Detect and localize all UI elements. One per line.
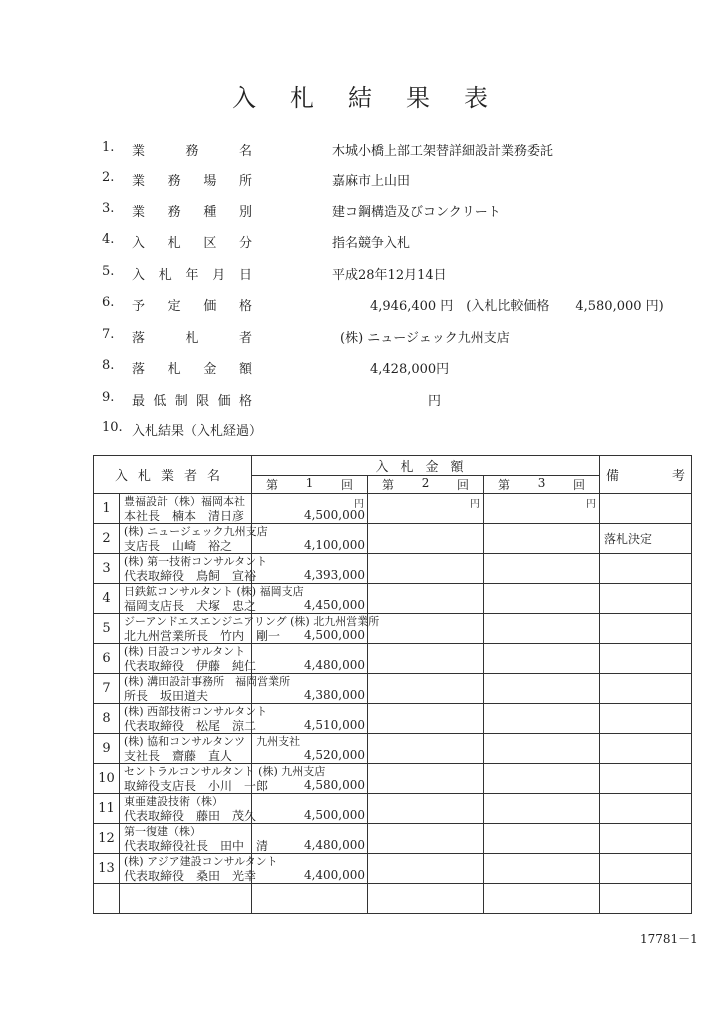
round-3-amount [484, 734, 600, 764]
bidder-representative: 支店長 山崎 裕之 [124, 538, 233, 553]
table-row [94, 734, 692, 764]
detail-label: 落 札 金 額 [132, 362, 252, 377]
bidder-name [120, 554, 268, 584]
bidder-name [120, 734, 301, 764]
round-1-amount [252, 824, 368, 854]
detail-item [0, 327, 720, 347]
bidder-name [120, 524, 268, 554]
round-2-amount [368, 614, 484, 644]
bidder-company: セントラルコンサルタント (株) 九州支店 [124, 764, 326, 778]
row-note [600, 734, 692, 764]
detail-value: 4,428,000円 [370, 362, 450, 377]
bidder-representative: 北九州営業所長 竹内 剛一 [124, 628, 281, 643]
round-2-amount [368, 524, 484, 554]
bidder-company: (株) ニュージェック九州支店 [124, 524, 268, 538]
bid-amount: 4,393,000 [303, 568, 366, 582]
round-2-amount [368, 854, 484, 884]
round-1-amount [252, 614, 368, 644]
round-2-amount [368, 674, 484, 704]
detail-number: 7. [102, 327, 115, 342]
bidder-company: (株) 第一技術コンサルタント [124, 554, 268, 568]
row-note [600, 764, 692, 794]
bidder-company: (株) 協和コンサルタンツ 九州支社 [124, 734, 301, 748]
detail-label: 予 定 価 格 [132, 299, 252, 314]
row-number: 13 [94, 854, 120, 884]
table-row [94, 614, 692, 644]
round-2-amount [368, 764, 484, 794]
row-note [600, 854, 692, 884]
header-bidder: 入札業者名 [94, 456, 252, 494]
bidder-company: 豊福設計（株）福岡本社 [124, 494, 245, 508]
row-note [600, 614, 692, 644]
round-3-amount [484, 674, 600, 704]
round-3-amount [484, 824, 600, 854]
round-1-amount [252, 854, 368, 884]
detail-label: 業 務 名 [132, 144, 252, 159]
table-row [94, 494, 692, 524]
bidder-representative: 代表取締役 鳥飼 宣裕 [124, 568, 257, 583]
detail-item [0, 232, 720, 252]
row-note [600, 704, 692, 734]
detail-label: 入 札 区 分 [132, 236, 252, 251]
row-note [600, 674, 692, 704]
detail-number: 2. [102, 170, 115, 185]
page-number: 17781－1 [640, 932, 698, 946]
bid-amount: 4,480,000 [303, 658, 366, 672]
bidder-company: (株) 溝田設計事務所 福岡営業所 [124, 674, 291, 688]
detail-label: 落 札 者 [132, 331, 252, 346]
detail-number: 4. [102, 232, 115, 247]
detail-value: 指名競争入札 [332, 236, 411, 251]
detail-number: 3. [102, 201, 115, 216]
round-1-amount [252, 644, 368, 674]
round-3-amount [484, 554, 600, 584]
header-amount: 入札金額 [252, 456, 600, 476]
bid-amount: 4,500,000 [303, 808, 366, 822]
bid-amount: 4,510,000 [303, 718, 366, 732]
row-note [600, 824, 692, 854]
bid-amount: 4,520,000 [303, 748, 366, 762]
yen-unit: 円 [354, 499, 365, 510]
round-3-amount [484, 854, 600, 884]
row-number: 3 [94, 554, 120, 584]
detail-number: 9. [102, 390, 115, 405]
round-2-amount [368, 704, 484, 734]
detail-value: 平成28年12月14日 [332, 268, 447, 283]
detail-number: 6. [102, 295, 115, 310]
bidder-company: 日鉄鉱コンサルタント (株) 福岡支店 [124, 584, 304, 598]
bidder-representative: 代表取締役 伊藤 純仁 [124, 658, 257, 673]
round-1-amount [252, 554, 368, 584]
bidder-representative: 所長 坂田道夫 [124, 688, 209, 703]
round-1-amount [252, 794, 368, 824]
detail-number: 10. [102, 420, 123, 435]
bidder-name [120, 644, 257, 674]
table-row [94, 704, 692, 734]
detail-value: 建コ鋼構造及びコンクリート [332, 205, 501, 220]
detail-number: 8. [102, 358, 115, 373]
bid-amount: 4,450,000 [303, 598, 366, 612]
bidder-company: 第一復建（株） [124, 824, 201, 838]
round-3-amount [484, 644, 600, 674]
detail-value: 4,946,400 円 (入札比較価格 4,580,000 円) [370, 299, 664, 314]
round-2-amount [368, 644, 484, 674]
empty-cell [252, 884, 368, 914]
bidder-representative: 代表取締役 桑田 光幸 [124, 868, 257, 883]
row-number: 7 [94, 674, 120, 704]
bidder-representative: 福岡支店長 犬塚 忠之 [124, 598, 257, 613]
round-3-amount [484, 764, 600, 794]
bidder-representative: 取締役支店長 小川 一郎 [124, 778, 269, 793]
detail-item [0, 140, 720, 160]
bidder-name [120, 584, 304, 614]
bidder-name [120, 704, 268, 734]
bidder-company: 東亜建設技術（株） [124, 794, 223, 808]
row-note [600, 554, 692, 584]
row-number: 5 [94, 614, 120, 644]
bid-amount: 4,500,000 [303, 628, 366, 642]
round-3-amount [484, 704, 600, 734]
table-row [94, 674, 692, 704]
round-1-amount [252, 674, 368, 704]
table-row [94, 764, 692, 794]
bidder-representative: 支社長 齋藤 直人 [124, 748, 233, 763]
yen-unit: 円 [470, 499, 481, 510]
bidder-representative: 代表取締役 松尾 涼二 [124, 718, 257, 733]
bid-amount: 4,500,000 [303, 508, 366, 522]
detail-number: 5. [102, 264, 115, 279]
round-3-amount [484, 584, 600, 614]
bidder-representative: 代表取締役 藤田 茂久 [124, 808, 257, 823]
row-note [600, 494, 692, 524]
detail-value: 木城小橋上部工架替詳細設計業務委託 [332, 144, 554, 159]
detail-item [0, 264, 720, 284]
detail-item [0, 170, 720, 190]
bidder-representative: 代表取締役社長 田中 清 [124, 838, 269, 853]
bidder-name [120, 854, 278, 884]
header-round-1: 第 1 回 [252, 476, 368, 494]
detail-value: 円 [428, 394, 442, 409]
bid-amount: 4,100,000 [303, 538, 366, 552]
round-3-amount [484, 614, 600, 644]
row-number: 9 [94, 734, 120, 764]
empty-cell [94, 884, 120, 914]
detail-label: 業 務 種 別 [132, 205, 252, 220]
round-3-amount [484, 794, 600, 824]
page-title: 入札結果表 [232, 84, 522, 112]
row-number: 12 [94, 824, 120, 854]
table-row [94, 794, 692, 824]
round-2-amount [368, 494, 484, 524]
round-2-amount [368, 734, 484, 764]
bidder-name [120, 764, 326, 794]
round-1-amount [252, 524, 368, 554]
detail-item [0, 295, 720, 315]
yen-unit: 円 [586, 499, 597, 510]
table-row [94, 554, 692, 584]
round-3-amount [484, 524, 600, 554]
bidder-company: ジーアンドエスエンジニアリング (株) 北九州営業所 [124, 614, 380, 628]
round-1-amount [252, 734, 368, 764]
bidder-company: (株) 西部技術コンサルタント [124, 704, 268, 718]
detail-item [0, 358, 720, 378]
bid-amount: 4,400,000 [303, 868, 366, 882]
round-2-amount [368, 584, 484, 614]
empty-cell [368, 884, 484, 914]
detail-label: 入札結果（入札経過） [132, 424, 263, 439]
detail-item [0, 201, 720, 221]
row-note [600, 794, 692, 824]
bidder-name [120, 824, 269, 854]
bid-results-table [93, 455, 692, 914]
row-number: 8 [94, 704, 120, 734]
empty-cell [484, 884, 600, 914]
detail-label: 業 務 場 所 [132, 174, 252, 189]
row-number: 11 [94, 794, 120, 824]
round-2-amount [368, 554, 484, 584]
round-1-amount [252, 584, 368, 614]
bidder-name [120, 794, 257, 824]
row-number: 6 [94, 644, 120, 674]
bidder-representative: 本社長 楠本 清日彦 [124, 508, 245, 523]
table-row [94, 584, 692, 614]
table-row [94, 524, 692, 554]
row-number: 2 [94, 524, 120, 554]
empty-cell [120, 884, 252, 914]
empty-row [94, 884, 692, 914]
bidder-company: (株) アジア建設コンサルタント [124, 854, 278, 868]
row-number: 4 [94, 584, 120, 614]
bid-amount: 4,580,000 [303, 778, 366, 792]
detail-value: 嘉麻市上山田 [332, 174, 411, 189]
bid-amount: 4,380,000 [303, 688, 366, 702]
round-1-amount [252, 764, 368, 794]
header-round-2: 第 2 回 [368, 476, 484, 494]
round-2-amount [368, 794, 484, 824]
table-row [94, 854, 692, 884]
table-row [94, 644, 692, 674]
row-number: 10 [94, 764, 120, 794]
bidder-company: (株) 日設コンサルタント [124, 644, 246, 658]
detail-label: 入 札 年 月 日 [132, 268, 252, 283]
header-notes: 備 考 [600, 456, 692, 494]
row-number: 1 [94, 494, 120, 524]
round-3-amount [484, 494, 600, 524]
row-note [600, 584, 692, 614]
row-note [600, 644, 692, 674]
bidder-name [120, 494, 252, 524]
round-1-amount [252, 494, 368, 524]
bidder-name [120, 674, 291, 704]
detail-number: 1. [102, 140, 115, 155]
table-row [94, 824, 692, 854]
round-2-amount [368, 824, 484, 854]
row-note: 落札決定 [600, 524, 692, 554]
empty-cell [600, 884, 692, 914]
detail-item [0, 390, 720, 410]
bid-amount: 4,480,000 [303, 838, 366, 852]
round-1-amount [252, 704, 368, 734]
detail-value: (株) ニュージェック九州支店 [340, 331, 510, 346]
detail-item [0, 420, 720, 440]
header-round-3: 第 3 回 [484, 476, 600, 494]
detail-label: 最 低 制 限 価 格 [132, 394, 252, 409]
